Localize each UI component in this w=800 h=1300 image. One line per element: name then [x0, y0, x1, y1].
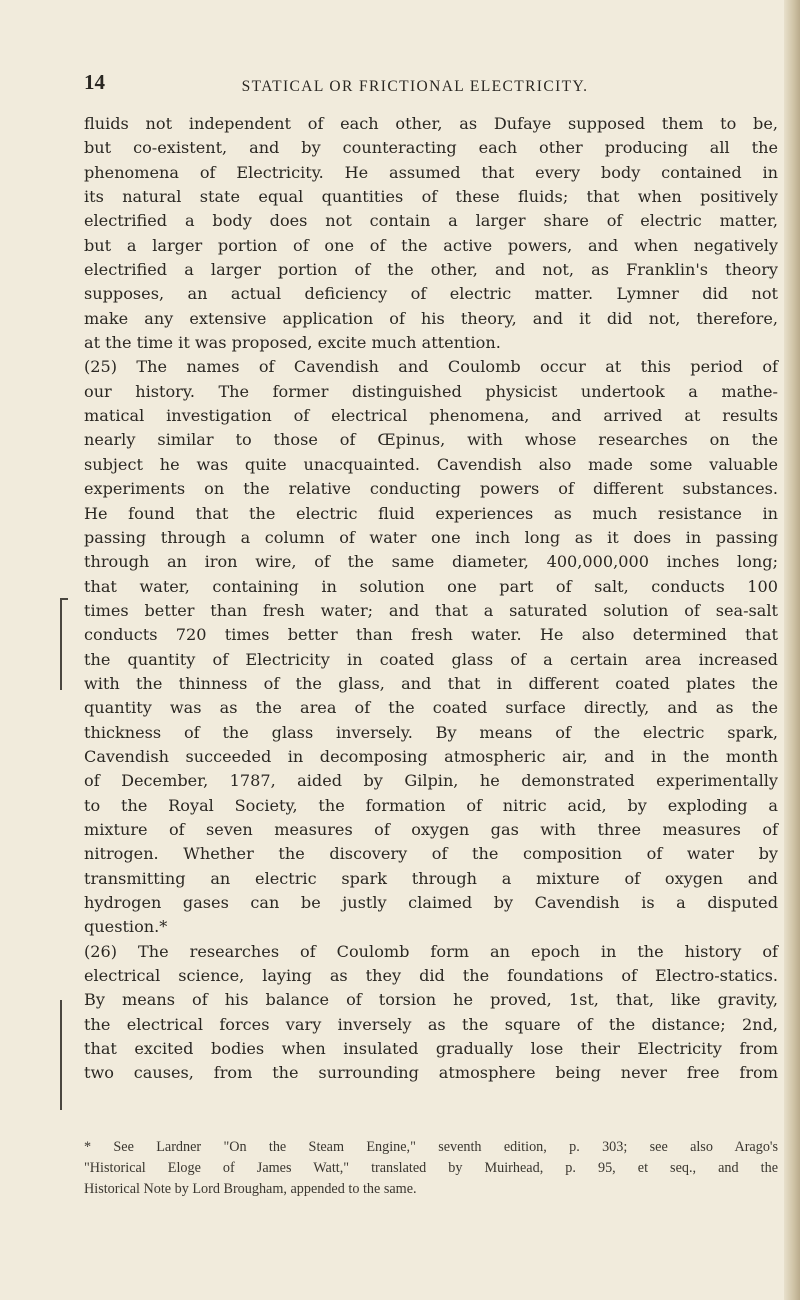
margin-line-mark: [60, 1000, 62, 1110]
text-line: experiments on the relative conducting powers of different substances.: [84, 479, 778, 499]
text-line: our history. The former distinguished physicist undertook a mathe-: [84, 381, 778, 401]
page-edge: [784, 0, 800, 1300]
footnote-line: Historical Note by Lord Brougham, appended to the same.: [84, 1181, 417, 1197]
text-line: Cavendish succeeded in decomposing atmospheric air, and in the month: [84, 746, 778, 766]
text-line: electrical science, laying as they did the foundations of Electro-statics.: [84, 966, 778, 986]
text-line: phenomena of Electricity. He assumed that every body contained in: [84, 162, 778, 182]
text-line: (25) The names of Cavendish and Coulomb occur at this period of: [84, 357, 778, 377]
text-line: through an iron wire, of the same diameter, 400,000,000 inches long;: [84, 552, 778, 572]
footnotes: [84, 1137, 778, 1200]
text-line: two causes, from the surrounding atmosphere being never free from: [84, 1063, 778, 1083]
running-head: STATICAL OR FRICTIONAL ELECTRICITY.: [241, 78, 589, 95]
text-line: the electrical forces vary inversely as the square of the distance; 2nd,: [84, 1014, 778, 1034]
text-line: thickness of the glass inversely. By means of the electric spark,: [84, 722, 778, 742]
body-text: [84, 112, 778, 1086]
text-line: matical investigation of electrical phenomena, and arrived at results: [84, 406, 778, 426]
text-line: nearly similar to those of Œpinus, with whose researches on the: [84, 430, 778, 450]
text-line: with the thinness of the glass, and that in different coated plates the: [84, 673, 778, 693]
text-line: but a larger portion of one of the active powers, and when negatively: [84, 235, 778, 255]
text-line: the quantity of Electricity in coated glass of a certain area increased: [84, 649, 778, 669]
text-line: of December, 1787, aided by Gilpin, he demonstrated experimentally: [84, 771, 778, 791]
text-line: electrified a body does not contain a larger share of electric matter,: [84, 211, 778, 231]
text-line: subject he was quite unacquainted. Cavendish also made some valuable: [84, 454, 778, 474]
margin-tick-mark: [60, 598, 68, 600]
text-line: conducts 720 times better than fresh water. He also determined that: [84, 625, 778, 645]
text-line: make any extensive application of his theory, and it did not, therefore,: [84, 308, 778, 328]
text-line: He found that the electric fluid experiences as much resistance in: [84, 503, 778, 523]
text-line: electrified a larger portion of the other, and not, as Franklin's theory: [84, 260, 778, 280]
text-line: By means of his balance of torsion he proved, 1st, that, like gravity,: [84, 990, 778, 1010]
text-line: nitrogen. Whether the discovery of the composition of water by: [84, 844, 778, 864]
text-line: times better than fresh water; and that a saturated solution of sea-salt: [84, 600, 778, 620]
text-line: at the time it was proposed, excite much attention.: [84, 333, 501, 353]
text-line: question.*: [84, 917, 168, 937]
text-line: (26) The researches of Coulomb form an epoch in the history of: [84, 941, 778, 961]
text-line: hydrogen gases can be justly claimed by Cavendish is a disputed: [84, 893, 778, 912]
page-number: 14: [84, 70, 105, 94]
text-line: transmitting an electric spark through a mixture of oxygen and: [84, 868, 778, 888]
footnote-line: "Historical Eloge of James Watt," translated by Muirhead, p. 95, et seq., and the: [84, 1160, 778, 1176]
text-line: fluids not independent of each other, as Dufaye supposed them to be,: [84, 114, 778, 133]
text-line: quantity was as the area of the coated surface directly, and as the: [84, 698, 778, 718]
text-line: its natural state equal quantities of these fluids; that when positively: [84, 187, 778, 207]
text-line: passing through a column of water one inch long as it does in passing: [84, 527, 778, 547]
footnote-line: * See Lardner "On the Steam Engine," seventh edition, p. 303; see also Arago's: [84, 1139, 778, 1155]
text-line: that water, containing in solution one part of salt, conducts 100: [84, 576, 778, 596]
text-line: that excited bodies when insulated gradually lose their Electricity from: [84, 1039, 778, 1059]
text-line: to the Royal Society, the formation of nitric acid, by exploding a: [84, 795, 778, 815]
text-line: but co-existent, and by counteracting each other producing all the: [84, 138, 778, 158]
text-line: mixture of seven measures of oxygen gas with three measures of: [84, 819, 778, 839]
text-line: supposes, an actual deficiency of electric matter. Lymner did not: [84, 284, 778, 304]
margin-bracket-mark: [60, 598, 62, 690]
